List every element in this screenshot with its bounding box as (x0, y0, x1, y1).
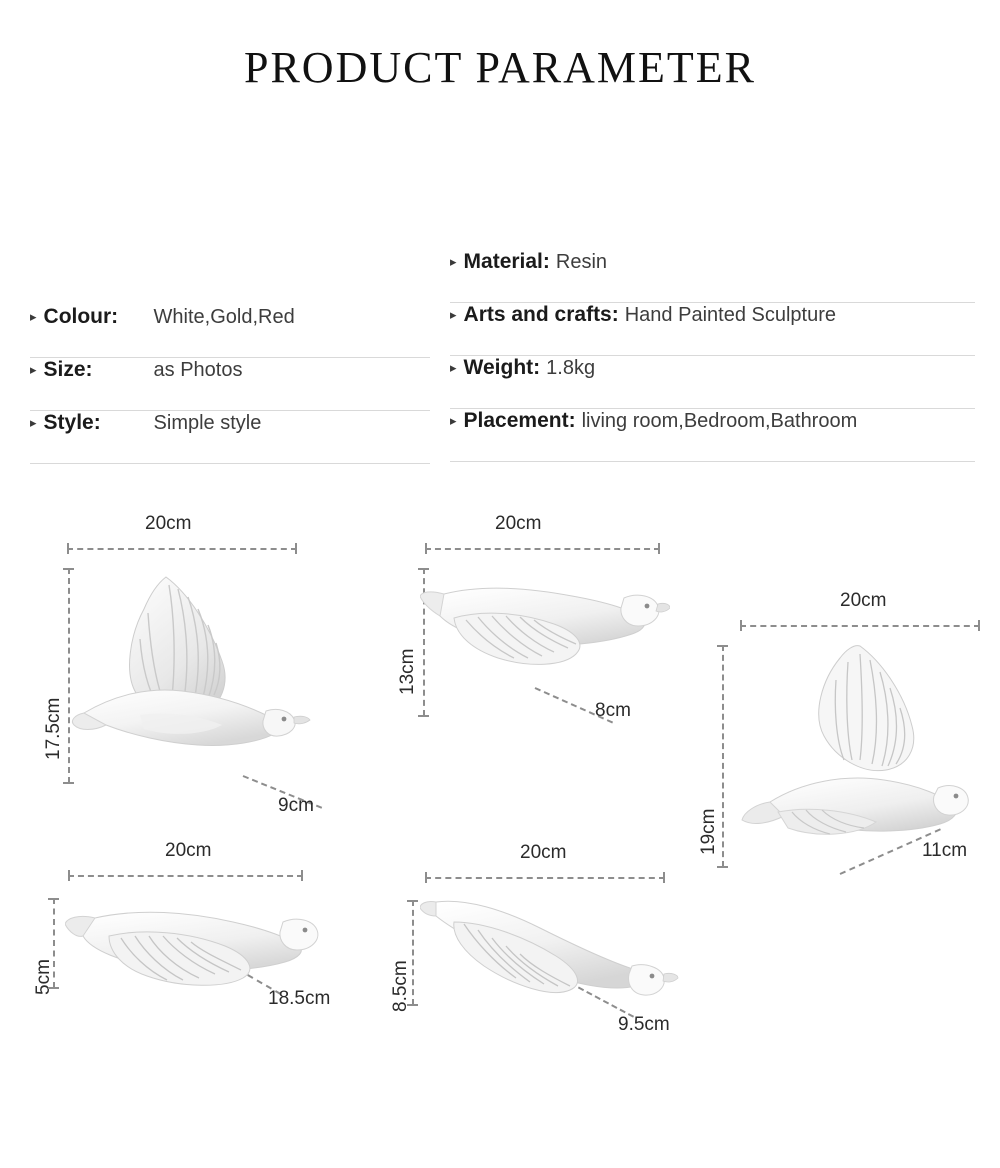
spec-value-placement: living room,Bedroom,Bathroom (581, 410, 858, 432)
dim-height-label: 8.5cm (390, 960, 411, 1012)
dim-depth-label: 11cm (922, 840, 968, 861)
dim-width-tick-right (978, 620, 980, 631)
dim-width-tick-right (301, 870, 303, 881)
dim-height-label: 19cm (698, 808, 719, 855)
dim-width-tick-left (425, 543, 427, 554)
dim-width-line (425, 548, 660, 550)
bullet-arrow-icon: ▸ (30, 415, 37, 430)
dim-width-line (425, 877, 665, 879)
spec-row-size (30, 358, 430, 411)
spec-value-weight: 1.8kg (546, 357, 596, 379)
bird-sculpture-image (420, 562, 670, 722)
spec-value-material: Resin (555, 251, 608, 273)
bullet-arrow-icon: ▸ (30, 309, 37, 324)
spec-key-material: Material: (463, 250, 550, 273)
bird-sculpture-image (420, 892, 680, 1017)
dim-width-tick-right (658, 543, 660, 554)
spec-row-weight (450, 356, 975, 409)
figure-dove-diving (380, 842, 720, 1052)
dimension-diagrams (0, 470, 1000, 1168)
dim-width-tick-right (295, 543, 297, 554)
dim-depth-label: 18.5cm (268, 988, 331, 1009)
dim-height-line (722, 645, 724, 867)
dim-depth-label: 9cm (278, 795, 314, 816)
figure-dove-wing-raised-right (690, 590, 995, 920)
bullet-arrow-icon: ▸ (450, 254, 457, 269)
dim-depth-label: 8cm (595, 700, 631, 721)
spec-key-size: Size: (43, 358, 93, 381)
spec-row-placement (450, 409, 975, 462)
dim-width-label: 20cm (520, 842, 567, 863)
bullet-arrow-icon: ▸ (30, 362, 37, 377)
dim-height-tick-top (48, 898, 59, 900)
dim-height-line (53, 898, 55, 988)
dim-width-line (67, 548, 297, 550)
product-parameter-table (0, 250, 1000, 465)
dim-height-label: 13cm (397, 648, 418, 695)
bird-sculpture-image (65, 892, 325, 1002)
spec-row-colour (30, 305, 430, 358)
dim-width-label: 20cm (840, 590, 887, 611)
spec-column-right (450, 250, 975, 462)
dim-width-line (740, 625, 980, 627)
dim-height-tick-bottom (48, 987, 59, 989)
spec-row-style (30, 411, 430, 464)
dim-width-tick-left (68, 870, 70, 881)
spec-value-colour: White,Gold,Red (153, 306, 295, 328)
dim-width-label: 20cm (165, 840, 212, 861)
dim-width-line (68, 875, 303, 877)
spec-value-size: as Photos (153, 359, 243, 381)
dim-height-line (412, 900, 414, 1005)
dim-depth-label: 9.5cm (618, 1014, 670, 1035)
dim-height-tick-top (407, 900, 418, 902)
spec-value-arts-and-crafts: Hand Painted Sculpture (624, 304, 836, 326)
spec-key-weight: Weight: (463, 356, 541, 379)
spec-key-placement: Placement: (463, 409, 576, 432)
spec-key-style: Style: (43, 411, 101, 434)
spec-key-colour: Colour: (43, 305, 119, 328)
spec-column-left (30, 305, 430, 464)
bullet-arrow-icon: ▸ (450, 360, 457, 375)
spec-value-style: Simple style (153, 412, 262, 434)
dim-height-tick-top (717, 645, 728, 647)
dim-width-tick-left (425, 872, 427, 883)
figure-dove-flat-wing (25, 840, 365, 1050)
dim-height-label: 5cm (33, 959, 54, 995)
spec-row-material (450, 250, 975, 303)
dim-width-label: 20cm (145, 513, 192, 534)
dim-height-tick-bottom (407, 1004, 418, 1006)
dim-width-tick-left (67, 543, 69, 554)
bullet-arrow-icon: ▸ (450, 307, 457, 322)
bullet-arrow-icon: ▸ (450, 413, 457, 428)
dim-width-label: 20cm (495, 513, 542, 534)
figure-dove-wings-up (35, 510, 345, 840)
spec-key-arts-and-crafts: Arts and crafts: (463, 303, 619, 326)
dim-width-tick-right (663, 872, 665, 883)
bird-sculpture-image (70, 565, 320, 785)
dim-width-tick-left (740, 620, 742, 631)
bird-sculpture-image (740, 640, 970, 870)
page-title: PRODUCT PARAMETER (243, 43, 756, 92)
spec-row-arts-and-crafts (450, 303, 975, 356)
figure-dove-gliding-left (385, 510, 675, 770)
dim-height-label: 17.5cm (43, 697, 64, 760)
